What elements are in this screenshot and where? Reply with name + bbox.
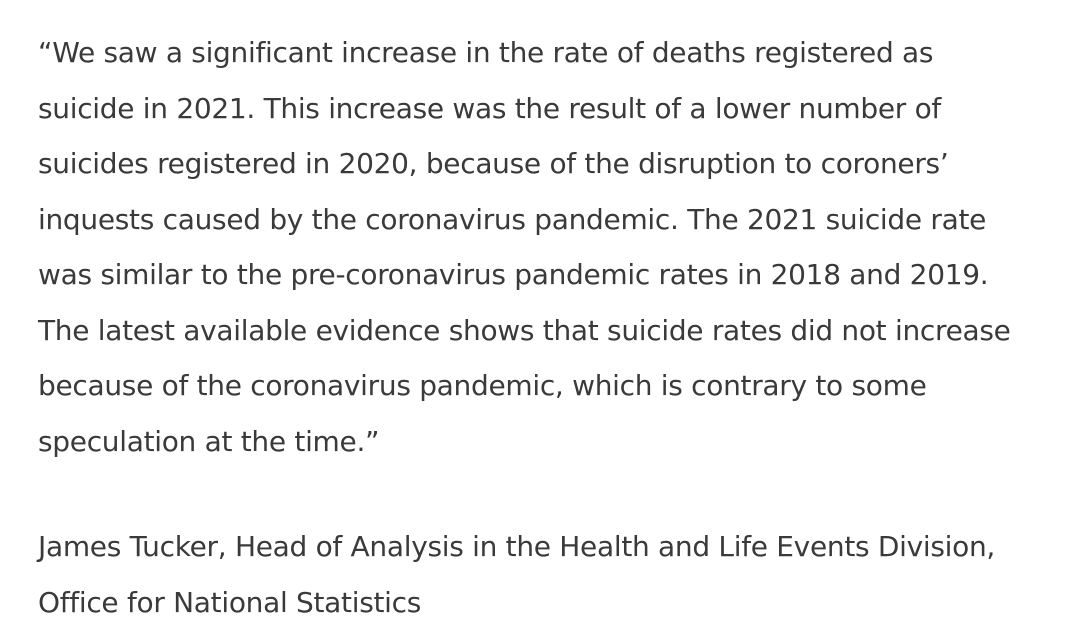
quote-container [38,25,1068,630]
quote-line: suicide in 2021. This increase was the result of a lower number of [38,91,941,125]
attribution-text [38,519,1068,630]
quote-line: was similar to the pre-coronavirus pandemic rates in 2018 and 2019. [38,258,989,291]
quote-line: The latest available evidence shows that suicide rates did not increase [38,313,1011,347]
quote-line: inquests caused by the coronavirus pandemic. The 2021 suicide rate [38,202,987,236]
quote-line: suicides registered in 2020, because of the disruption to coroners’ [38,147,949,180]
quote-line: because of the coronavirus pandemic, which is contrary to some [38,369,927,402]
attribution-line: Office for National Statistics [38,585,422,619]
quote-text [38,25,1068,469]
quote-line: “We saw a significant increase in the rate of deaths registered as [38,36,934,69]
attribution-line: James Tucker, Head of Analysis in the Health and Life Events Division, [38,530,996,563]
quote-line: speculation at the time.” [38,424,380,458]
